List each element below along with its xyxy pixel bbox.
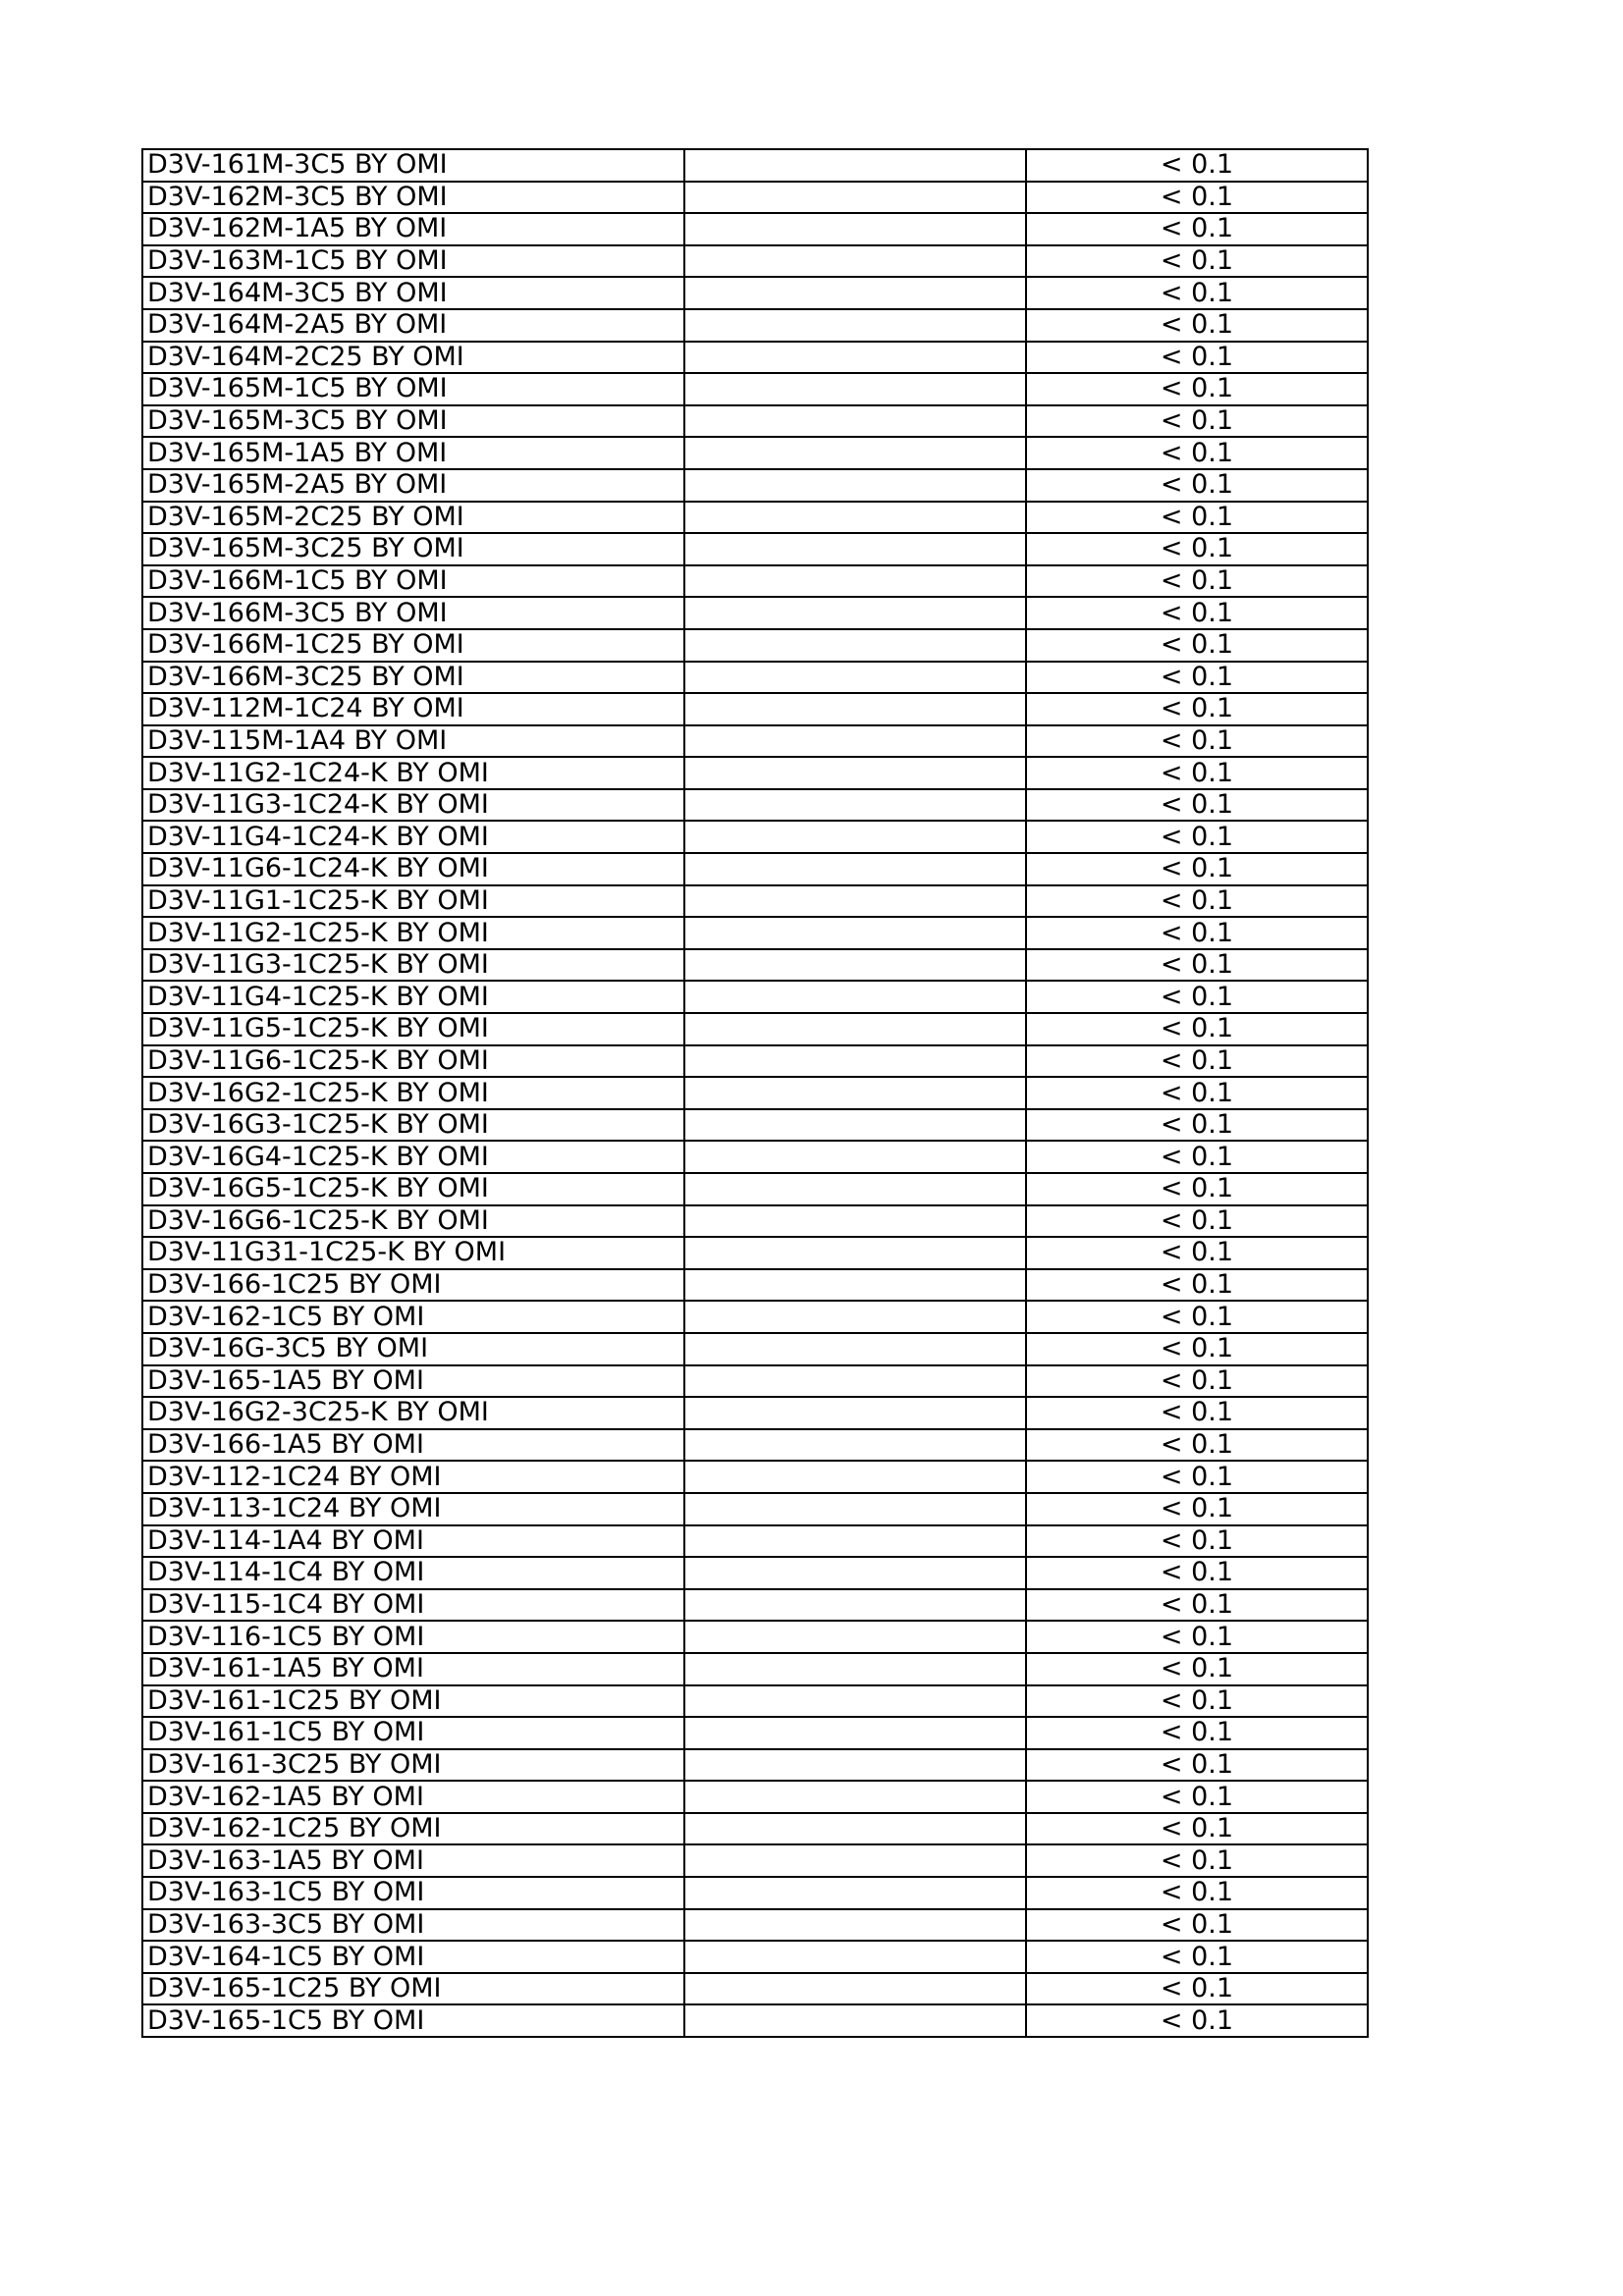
table-row: [142, 245, 1368, 278]
blank-cell: [684, 629, 1026, 662]
model-name-cell: D3V-16G2-1C25-K BY OMI: [142, 1077, 684, 1109]
model-name-cell: D3V-165M-3C5 BY OMI: [142, 405, 684, 438]
value-cell: < 0.1: [1026, 437, 1368, 469]
table-row: [142, 1301, 1368, 1333]
value-cell: < 0.1: [1026, 309, 1368, 342]
table-row: [142, 405, 1368, 438]
table-row: [142, 1109, 1368, 1142]
value-cell: < 0.1: [1026, 821, 1368, 853]
table-row: [142, 1973, 1368, 2005]
model-name-cell: D3V-161-1C25 BY OMI: [142, 1685, 684, 1718]
blank-cell: [684, 373, 1026, 405]
blank-cell: [684, 725, 1026, 758]
model-name-cell: D3V-11G6-1C25-K BY OMI: [142, 1045, 684, 1078]
model-name-cell: D3V-16G6-1C25-K BY OMI: [142, 1205, 684, 1238]
value-cell: < 0.1: [1026, 1301, 1368, 1333]
table-row: [142, 949, 1368, 982]
value-cell: < 0.1: [1026, 981, 1368, 1013]
blank-cell: [684, 405, 1026, 438]
model-name-cell: D3V-165M-1A5 BY OMI: [142, 437, 684, 469]
blank-cell: [684, 1269, 1026, 1302]
value-cell: < 0.1: [1026, 1461, 1368, 1493]
table-row: [142, 1717, 1368, 1749]
model-name-cell: D3V-16G-3C5 BY OMI: [142, 1333, 684, 1365]
value-cell: < 0.1: [1026, 1685, 1368, 1718]
model-name-cell: D3V-11G1-1C25-K BY OMI: [142, 885, 684, 918]
table-row: [142, 342, 1368, 374]
model-name-cell: D3V-115-1C4 BY OMI: [142, 1589, 684, 1622]
table-row: [142, 565, 1368, 598]
table-row: [142, 2004, 1368, 2037]
table-row: [142, 1525, 1368, 1558]
value-cell: < 0.1: [1026, 213, 1368, 245]
model-name-cell: D3V-11G3-1C25-K BY OMI: [142, 949, 684, 982]
value-cell: < 0.1: [1026, 1717, 1368, 1749]
blank-cell: [684, 1493, 1026, 1525]
model-name-cell: D3V-164-1C5 BY OMI: [142, 1941, 684, 1973]
table-row: [142, 1877, 1368, 1909]
model-name-cell: D3V-166-1A5 BY OMI: [142, 1429, 684, 1462]
table-row: [142, 502, 1368, 534]
blank-cell: [684, 1173, 1026, 1205]
value-cell: < 0.1: [1026, 502, 1368, 534]
model-name-cell: D3V-161M-3C5 BY OMI: [142, 149, 684, 182]
table-body: [142, 149, 1368, 2037]
blank-cell: [684, 1877, 1026, 1909]
model-name-cell: D3V-165-1C5 BY OMI: [142, 2004, 684, 2037]
model-name-cell: D3V-162-1A5 BY OMI: [142, 1781, 684, 1813]
blank-cell: [684, 342, 1026, 374]
model-name-cell: D3V-11G31-1C25-K BY OMI: [142, 1237, 684, 1269]
model-name-cell: D3V-161-3C25 BY OMI: [142, 1749, 684, 1782]
value-cell: < 0.1: [1026, 1525, 1368, 1558]
blank-cell: [684, 1973, 1026, 2005]
table-row: [142, 469, 1368, 502]
value-cell: < 0.1: [1026, 1269, 1368, 1302]
table-row: [142, 693, 1368, 725]
blank-cell: [684, 149, 1026, 182]
blank-cell: [684, 1653, 1026, 1685]
value-cell: < 0.1: [1026, 149, 1368, 182]
value-cell: < 0.1: [1026, 1141, 1368, 1173]
model-name-cell: D3V-11G5-1C25-K BY OMI: [142, 1013, 684, 1045]
blank-cell: [684, 1781, 1026, 1813]
model-name-cell: D3V-166M-3C5 BY OMI: [142, 597, 684, 629]
model-name-cell: D3V-166M-1C5 BY OMI: [142, 565, 684, 598]
blank-cell: [684, 1141, 1026, 1173]
blank-cell: [684, 1045, 1026, 1078]
model-name-cell: D3V-16G3-1C25-K BY OMI: [142, 1109, 684, 1142]
blank-cell: [684, 1525, 1026, 1558]
blank-cell: [684, 213, 1026, 245]
blank-cell: [684, 245, 1026, 278]
table-row: [142, 1749, 1368, 1782]
blank-cell: [684, 789, 1026, 822]
value-cell: < 0.1: [1026, 597, 1368, 629]
table-row: [142, 597, 1368, 629]
model-name-cell: D3V-165-1C25 BY OMI: [142, 1973, 684, 2005]
model-name-cell: D3V-163-1C5 BY OMI: [142, 1877, 684, 1909]
table-row: [142, 1045, 1368, 1078]
model-name-cell: D3V-164M-2A5 BY OMI: [142, 309, 684, 342]
table-row: [142, 789, 1368, 822]
model-name-cell: D3V-161-1C5 BY OMI: [142, 1717, 684, 1749]
table-row: [142, 981, 1368, 1013]
value-cell: < 0.1: [1026, 1813, 1368, 1845]
value-cell: < 0.1: [1026, 1493, 1368, 1525]
value-cell: < 0.1: [1026, 277, 1368, 309]
value-cell: < 0.1: [1026, 885, 1368, 918]
blank-cell: [684, 885, 1026, 918]
value-cell: < 0.1: [1026, 789, 1368, 822]
table-row: [142, 1013, 1368, 1045]
model-name-cell: D3V-114-1C4 BY OMI: [142, 1557, 684, 1589]
table-row: [142, 213, 1368, 245]
table-row: [142, 373, 1368, 405]
table-row: [142, 149, 1368, 182]
value-cell: < 0.1: [1026, 1557, 1368, 1589]
model-name-cell: D3V-163-3C5 BY OMI: [142, 1909, 684, 1942]
value-cell: < 0.1: [1026, 469, 1368, 502]
table-row: [142, 853, 1368, 885]
value-cell: < 0.1: [1026, 1077, 1368, 1109]
blank-cell: [684, 1109, 1026, 1142]
model-name-cell: D3V-115M-1A4 BY OMI: [142, 725, 684, 758]
model-name-cell: D3V-116-1C5 BY OMI: [142, 1621, 684, 1653]
table-row: [142, 1589, 1368, 1622]
table-row: [142, 1653, 1368, 1685]
blank-cell: [684, 693, 1026, 725]
value-cell: < 0.1: [1026, 373, 1368, 405]
value-cell: < 0.1: [1026, 662, 1368, 694]
model-name-cell: D3V-11G4-1C25-K BY OMI: [142, 981, 684, 1013]
value-cell: < 0.1: [1026, 1877, 1368, 1909]
value-cell: < 0.1: [1026, 757, 1368, 789]
table-row: [142, 533, 1368, 565]
blank-cell: [684, 597, 1026, 629]
value-cell: < 0.1: [1026, 565, 1368, 598]
blank-cell: [684, 469, 1026, 502]
blank-cell: [684, 1909, 1026, 1942]
model-name-cell: D3V-165M-3C25 BY OMI: [142, 533, 684, 565]
blank-cell: [684, 1365, 1026, 1398]
table-row: [142, 821, 1368, 853]
table-row: [142, 1621, 1368, 1653]
blank-cell: [684, 821, 1026, 853]
blank-cell: [684, 1717, 1026, 1749]
model-name-cell: D3V-164M-2C25 BY OMI: [142, 342, 684, 374]
model-name-cell: D3V-162M-1A5 BY OMI: [142, 213, 684, 245]
blank-cell: [684, 853, 1026, 885]
value-cell: < 0.1: [1026, 629, 1368, 662]
table-row: [142, 1685, 1368, 1718]
model-name-cell: D3V-166M-1C25 BY OMI: [142, 629, 684, 662]
value-cell: < 0.1: [1026, 1973, 1368, 2005]
blank-cell: [684, 437, 1026, 469]
model-name-cell: D3V-162-1C25 BY OMI: [142, 1813, 684, 1845]
value-cell: < 0.1: [1026, 1844, 1368, 1877]
table-row: [142, 917, 1368, 949]
table-row: [142, 1813, 1368, 1845]
table-row: [142, 1365, 1368, 1398]
value-cell: < 0.1: [1026, 1429, 1368, 1462]
blank-cell: [684, 1397, 1026, 1429]
value-cell: < 0.1: [1026, 1397, 1368, 1429]
model-name-cell: D3V-112M-1C24 BY OMI: [142, 693, 684, 725]
value-cell: < 0.1: [1026, 1045, 1368, 1078]
table-row: [142, 629, 1368, 662]
blank-cell: [684, 277, 1026, 309]
table-row: [142, 757, 1368, 789]
blank-cell: [684, 182, 1026, 214]
blank-cell: [684, 1333, 1026, 1365]
value-cell: < 0.1: [1026, 693, 1368, 725]
blank-cell: [684, 2004, 1026, 2037]
blank-cell: [684, 1685, 1026, 1718]
model-name-cell: D3V-163M-1C5 BY OMI: [142, 245, 684, 278]
value-cell: < 0.1: [1026, 917, 1368, 949]
table-row: [142, 1781, 1368, 1813]
value-cell: < 0.1: [1026, 245, 1368, 278]
table-row: [142, 437, 1368, 469]
value-cell: < 0.1: [1026, 1621, 1368, 1653]
model-name-cell: D3V-164M-3C5 BY OMI: [142, 277, 684, 309]
table-row: [142, 1909, 1368, 1942]
value-cell: < 0.1: [1026, 725, 1368, 758]
table-row: [142, 309, 1368, 342]
model-name-cell: D3V-166-1C25 BY OMI: [142, 1269, 684, 1302]
value-cell: < 0.1: [1026, 1365, 1368, 1398]
blank-cell: [684, 533, 1026, 565]
table-row: [142, 1077, 1368, 1109]
value-cell: < 0.1: [1026, 1589, 1368, 1622]
table-row: [142, 662, 1368, 694]
blank-cell: [684, 1813, 1026, 1845]
model-name-cell: D3V-16G5-1C25-K BY OMI: [142, 1173, 684, 1205]
model-name-cell: D3V-165M-2A5 BY OMI: [142, 469, 684, 502]
spreadsheet-table: [141, 148, 1369, 2038]
model-name-cell: D3V-162-1C5 BY OMI: [142, 1301, 684, 1333]
model-name-cell: D3V-114-1A4 BY OMI: [142, 1525, 684, 1558]
table-row: [142, 1173, 1368, 1205]
table-row: [142, 1397, 1368, 1429]
blank-cell: [684, 662, 1026, 694]
value-cell: < 0.1: [1026, 2004, 1368, 2037]
model-name-cell: D3V-11G6-1C24-K BY OMI: [142, 853, 684, 885]
model-name-cell: D3V-112-1C24 BY OMI: [142, 1461, 684, 1493]
model-name-cell: D3V-165M-1C5 BY OMI: [142, 373, 684, 405]
blank-cell: [684, 565, 1026, 598]
table-row: [142, 1557, 1368, 1589]
value-cell: < 0.1: [1026, 182, 1368, 214]
value-cell: < 0.1: [1026, 1941, 1368, 1973]
model-name-cell: D3V-16G2-3C25-K BY OMI: [142, 1397, 684, 1429]
blank-cell: [684, 1205, 1026, 1238]
value-cell: < 0.1: [1026, 1173, 1368, 1205]
value-cell: < 0.1: [1026, 853, 1368, 885]
blank-cell: [684, 309, 1026, 342]
blank-cell: [684, 949, 1026, 982]
blank-cell: [684, 917, 1026, 949]
model-name-cell: D3V-165-1A5 BY OMI: [142, 1365, 684, 1398]
blank-cell: [684, 1461, 1026, 1493]
model-name-cell: D3V-161-1A5 BY OMI: [142, 1653, 684, 1685]
value-cell: < 0.1: [1026, 1333, 1368, 1365]
blank-cell: [684, 1621, 1026, 1653]
value-cell: < 0.1: [1026, 1749, 1368, 1782]
table-row: [142, 182, 1368, 214]
table-row: [142, 1429, 1368, 1462]
model-name-cell: D3V-11G4-1C24-K BY OMI: [142, 821, 684, 853]
model-name-cell: D3V-16G4-1C25-K BY OMI: [142, 1141, 684, 1173]
value-cell: < 0.1: [1026, 1653, 1368, 1685]
table-row: [142, 1333, 1368, 1365]
value-cell: < 0.1: [1026, 1781, 1368, 1813]
table-row: [142, 1941, 1368, 1973]
table-row: [142, 1237, 1368, 1269]
table-row: [142, 885, 1368, 918]
blank-cell: [684, 1013, 1026, 1045]
model-name-cell: D3V-113-1C24 BY OMI: [142, 1493, 684, 1525]
model-name-cell: D3V-166M-3C25 BY OMI: [142, 662, 684, 694]
table-row: [142, 1493, 1368, 1525]
value-cell: < 0.1: [1026, 949, 1368, 982]
table-row: [142, 1205, 1368, 1238]
blank-cell: [684, 1429, 1026, 1462]
value-cell: < 0.1: [1026, 1109, 1368, 1142]
blank-cell: [684, 1077, 1026, 1109]
model-name-cell: D3V-165M-2C25 BY OMI: [142, 502, 684, 534]
blank-cell: [684, 1844, 1026, 1877]
value-cell: < 0.1: [1026, 533, 1368, 565]
table-row: [142, 1461, 1368, 1493]
value-cell: < 0.1: [1026, 1013, 1368, 1045]
model-name-cell: D3V-11G3-1C24-K BY OMI: [142, 789, 684, 822]
table-row: [142, 277, 1368, 309]
value-cell: < 0.1: [1026, 1237, 1368, 1269]
value-cell: < 0.1: [1026, 405, 1368, 438]
model-name-cell: D3V-11G2-1C24-K BY OMI: [142, 757, 684, 789]
blank-cell: [684, 1301, 1026, 1333]
table-row: [142, 1844, 1368, 1877]
blank-cell: [684, 1749, 1026, 1782]
blank-cell: [684, 1237, 1026, 1269]
value-cell: < 0.1: [1026, 342, 1368, 374]
model-name-cell: D3V-11G2-1C25-K BY OMI: [142, 917, 684, 949]
blank-cell: [684, 1589, 1026, 1622]
model-name-cell: D3V-163-1A5 BY OMI: [142, 1844, 684, 1877]
blank-cell: [684, 1557, 1026, 1589]
blank-cell: [684, 757, 1026, 789]
value-cell: < 0.1: [1026, 1909, 1368, 1942]
table-row: [142, 725, 1368, 758]
blank-cell: [684, 1941, 1026, 1973]
value-cell: < 0.1: [1026, 1205, 1368, 1238]
blank-cell: [684, 502, 1026, 534]
model-name-cell: D3V-162M-3C5 BY OMI: [142, 182, 684, 214]
table-row: [142, 1141, 1368, 1173]
table-row: [142, 1269, 1368, 1302]
blank-cell: [684, 981, 1026, 1013]
